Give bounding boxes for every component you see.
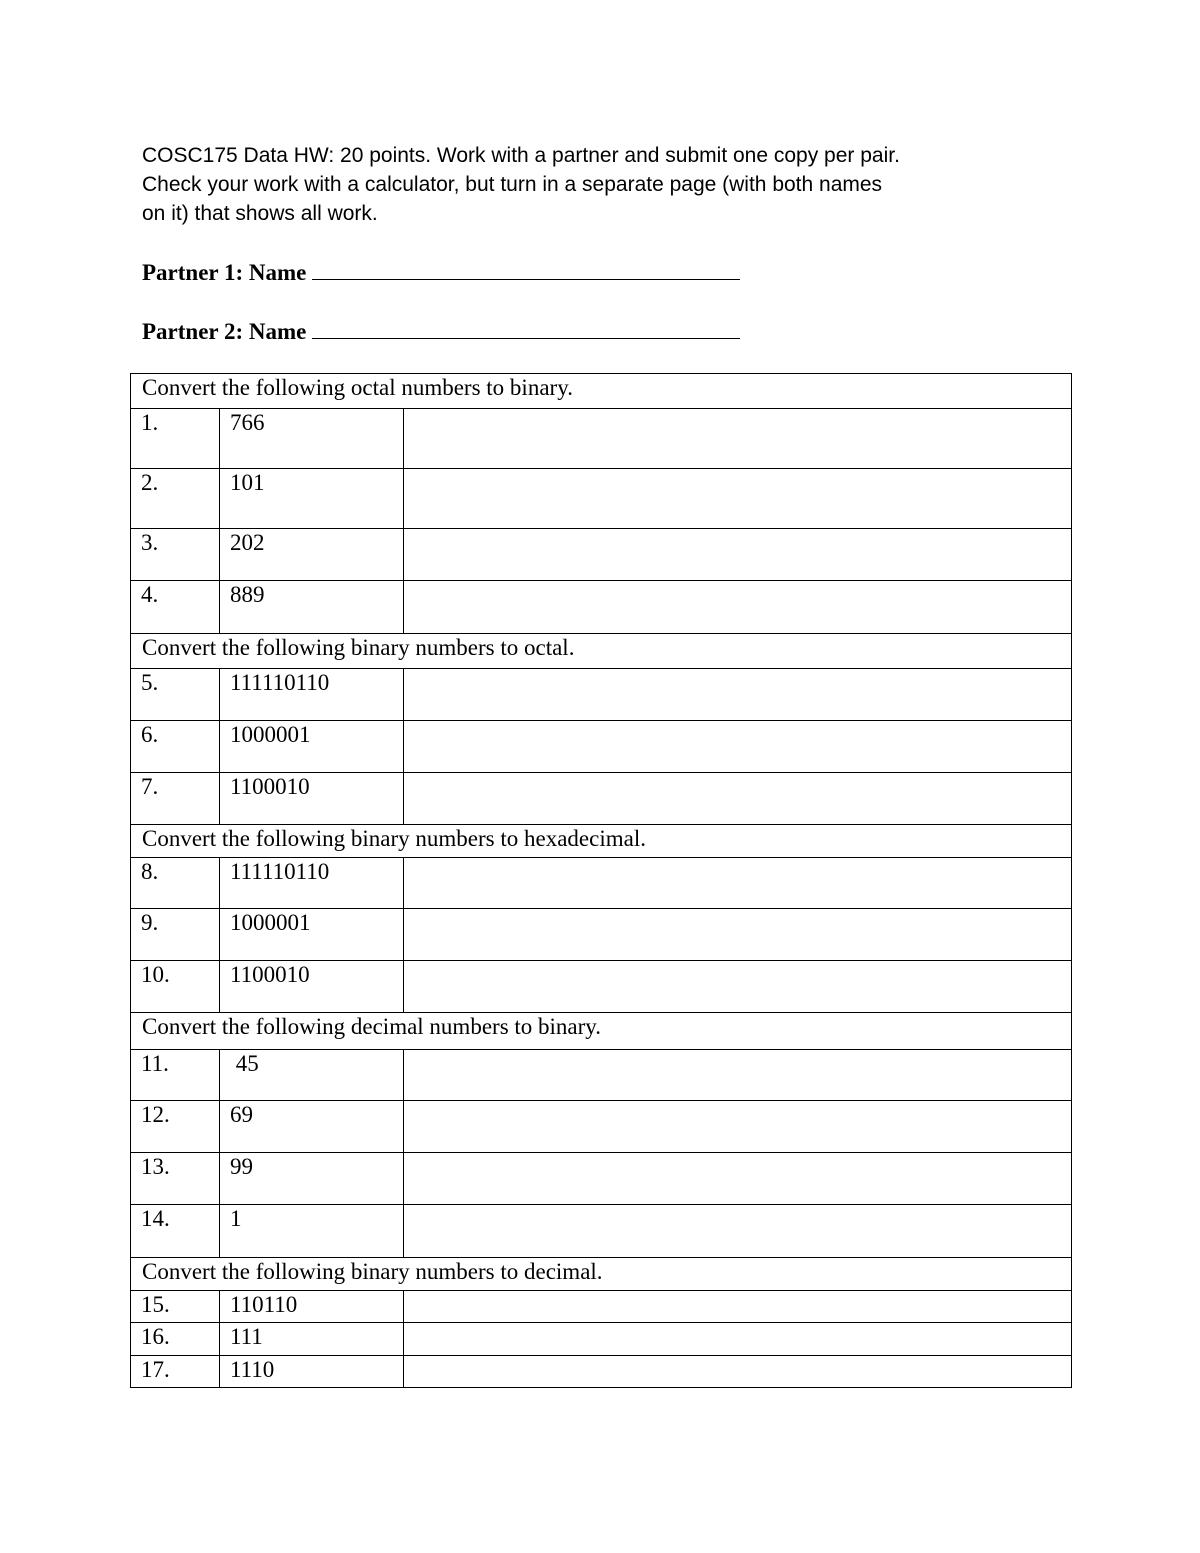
question-number: 15. [131,1291,220,1323]
section-header-row [131,1013,1072,1050]
question-value: 1 [220,1205,404,1258]
question-value: 1100010 [220,961,404,1013]
partner-1-label: Partner 1: Name [142,260,307,285]
question-value: 111110110 [220,858,404,909]
answer-cell[interactable] [404,409,1072,469]
question-value: 45 [220,1050,404,1101]
answer-cell[interactable] [404,529,1072,581]
table-row [131,961,1072,1013]
partner-2-label: Partner 2: Name [142,319,307,344]
question-value: 1100010 [220,773,404,825]
section-header-row [131,374,1072,409]
question-number: 3. [131,529,220,581]
question-value: 766 [220,409,404,469]
question-value: 1000001 [220,909,404,961]
answer-cell[interactable] [404,1101,1072,1153]
question-number: 10. [131,961,220,1013]
section-title: Convert the following octal numbers to binary. [131,374,1072,409]
answer-cell[interactable] [404,961,1072,1013]
table-row [131,581,1072,634]
question-number: 1. [131,409,220,469]
section-title: Convert the following decimal numbers to binary. [131,1013,1072,1050]
question-value: 1110 [220,1356,404,1388]
question-value: 1000001 [220,721,404,773]
question-number: 17. [131,1356,220,1388]
answer-cell[interactable] [404,1205,1072,1258]
table-row [131,721,1072,773]
instruction-line: Check your work with a calculator, but turn in a separate page (with both names [142,173,883,196]
question-number: 16. [131,1323,220,1356]
question-value: 889 [220,581,404,634]
table-row [131,1323,1072,1356]
question-number: 11. [131,1050,220,1101]
question-value: 111110110 [220,669,404,721]
question-number: 12. [131,1101,220,1153]
assignment-instructions [142,141,1102,228]
question-number: 7. [131,773,220,825]
table-row [131,529,1072,581]
partner-2-row [142,316,740,345]
section-title: Convert the following binary numbers to decimal. [131,1258,1072,1291]
answer-cell[interactable] [404,1153,1072,1205]
table-row [131,1356,1072,1388]
partner-1-row [142,257,740,286]
table-row [131,669,1072,721]
table-row [131,409,1072,469]
answer-cell[interactable] [404,581,1072,634]
table-row [131,858,1072,909]
question-number: 8. [131,858,220,909]
table-row [131,1205,1072,1258]
table-row [131,1291,1072,1323]
table-row [131,773,1072,825]
question-number: 5. [131,669,220,721]
table-row [131,1050,1072,1101]
instruction-line: on it) that shows all work. [142,202,378,225]
answer-cell[interactable] [404,858,1072,909]
instruction-line: COSC175 Data HW: 20 points. Work with a partner and submit one copy per pair. [142,144,900,167]
answer-cell[interactable] [404,1356,1072,1388]
question-number: 2. [131,469,220,529]
question-value: 69 [220,1101,404,1153]
table-row [131,1101,1072,1153]
question-number: 14. [131,1205,220,1258]
answer-cell[interactable] [404,1323,1072,1356]
section-header-row [131,825,1072,858]
answer-cell[interactable] [404,721,1072,773]
question-value: 110110 [220,1291,404,1323]
question-number: 13. [131,1153,220,1205]
question-value: 111 [220,1323,404,1356]
answer-cell[interactable] [404,909,1072,961]
answer-cell[interactable] [404,669,1072,721]
section-header-row [131,634,1072,669]
section-title: Convert the following binary numbers to hexadecimal. [131,825,1072,858]
question-number: 6. [131,721,220,773]
answer-cell[interactable] [404,1291,1072,1323]
table-row [131,1153,1072,1205]
table-row [131,909,1072,961]
table-row [131,469,1072,529]
section-title: Convert the following binary numbers to octal. [131,634,1072,669]
answer-cell[interactable] [404,773,1072,825]
question-value: 101 [220,469,404,529]
partner-1-name-field[interactable] [312,257,740,280]
section-header-row [131,1258,1072,1291]
question-number: 9. [131,909,220,961]
partner-2-name-field[interactable] [312,316,740,339]
question-number: 4. [131,581,220,634]
answer-cell[interactable] [404,469,1072,529]
question-value: 99 [220,1153,404,1205]
homework-table [130,373,1072,1388]
answer-cell[interactable] [404,1050,1072,1101]
question-value: 202 [220,529,404,581]
